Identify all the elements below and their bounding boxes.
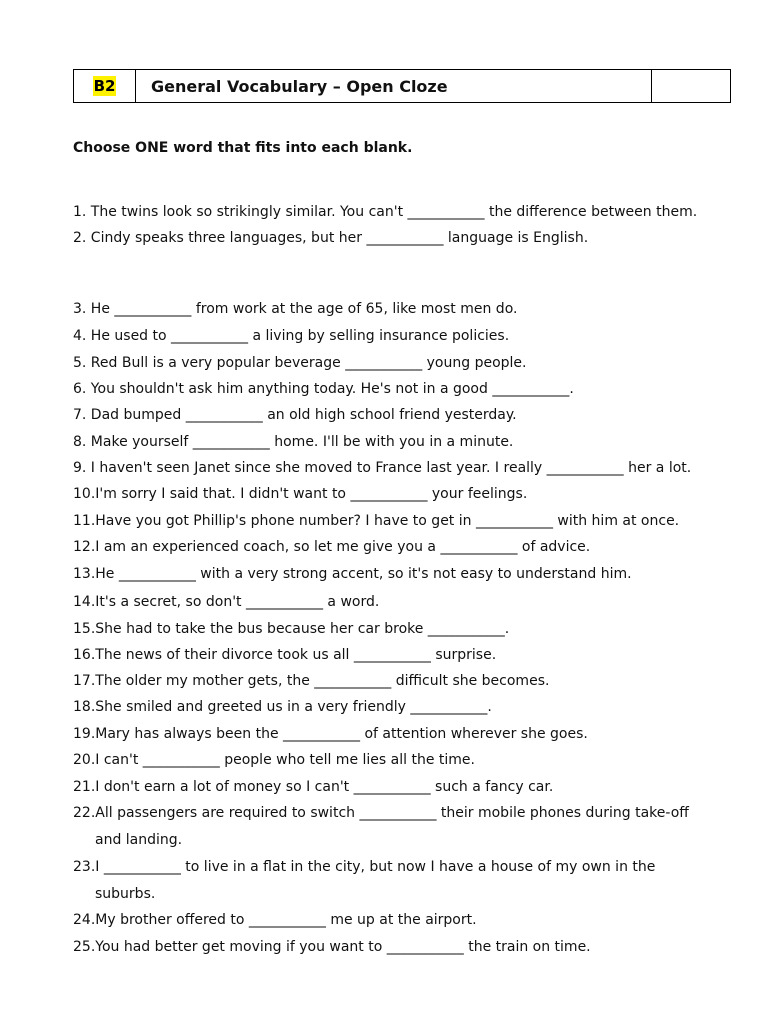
question-number: 2. (73, 230, 87, 246)
level-badge: B2 (93, 77, 116, 95)
question-number: 3. (73, 301, 87, 317)
question-item (73, 694, 492, 720)
question-number: 7. (73, 407, 87, 423)
question-item (73, 642, 496, 668)
question-item (73, 747, 475, 773)
question-number: 18. (73, 699, 96, 715)
question-item (73, 199, 697, 225)
question-text: I'm sorry I said that. I didn't want to ___________ your feelings. (95, 486, 528, 502)
question-text: The older my mother gets, the ___________ difficult she becomes. (95, 673, 550, 689)
question-item (73, 907, 477, 933)
question-number: 14. (73, 594, 96, 610)
question-text: He used to ___________ a living by selling insurance policies. (86, 328, 510, 344)
question-number: 19. (73, 726, 96, 742)
question-item (73, 721, 588, 747)
question-item (73, 429, 513, 455)
question-text: Make yourself ___________ home. I'll be with you in a minute. (86, 434, 514, 450)
instructions: Choose ONE word that fits into each blank. (73, 140, 413, 156)
question-item (73, 376, 574, 402)
question-text: You had better get moving if you want to ___________ the train on time. (95, 939, 591, 955)
question-number: 23. (73, 859, 96, 875)
title-cell (136, 70, 652, 102)
question-text: I don't earn a lot of money so I can't ___________ such a fancy car. (95, 779, 554, 795)
question-item (73, 774, 553, 800)
question-item (73, 323, 509, 349)
question-item (73, 455, 691, 481)
question-item (73, 616, 509, 642)
question-item (73, 668, 549, 694)
question-text: I can't ___________ people who tell me lies all the time. (95, 752, 475, 768)
question-item (73, 561, 632, 587)
question-text: She had to take the bus because her car broke ___________. (95, 621, 510, 637)
question-continuation: and landing. (95, 832, 183, 848)
question-item (73, 534, 590, 560)
level-cell (74, 70, 136, 102)
question-text: I ___________ to live in a flat in the city, but now I have a house of my own in the (95, 859, 656, 875)
question-number: 25. (73, 939, 96, 955)
question-text: I haven't seen Janet since she moved to France last year. I really ___________ her a lot. (86, 460, 692, 476)
question-text: Dad bumped ___________ an old high school friend yesterday. (86, 407, 517, 423)
question-text: The twins look so strikingly similar. You can't ___________ the difference between them. (86, 204, 698, 220)
question-number: 15. (73, 621, 96, 637)
question-number: 17. (73, 673, 96, 689)
empty-cell (652, 70, 730, 102)
worksheet-title: General Vocabulary – Open Cloze (151, 76, 448, 96)
question-item (73, 402, 517, 428)
question-number: 4. (73, 328, 87, 344)
question-number: 10. (73, 486, 96, 502)
question-item (73, 934, 591, 960)
question-text: Mary has always been the ___________ of attention wherever she goes. (95, 726, 588, 742)
question-item (73, 481, 527, 507)
question-number: 11. (73, 513, 96, 529)
question-number: 12. (73, 539, 96, 555)
question-item (73, 225, 588, 251)
question-item (73, 296, 517, 322)
question-text: She smiled and greeted us in a very friendly ___________. (95, 699, 492, 715)
question-item (73, 854, 655, 880)
question-text: I am an experienced coach, so let me give you a ___________ of advice. (95, 539, 591, 555)
question-text: Red Bull is a very popular beverage ___________ young people. (86, 355, 527, 371)
question-item (73, 350, 526, 376)
question-number: 9. (73, 460, 87, 476)
question-text: He ___________ from work at the age of 65, like most men do. (86, 301, 518, 317)
worksheet-header-table (73, 69, 731, 103)
question-number: 21. (73, 779, 96, 795)
question-text: It's a secret, so don't ___________ a word. (95, 594, 380, 610)
question-number: 13. (73, 566, 96, 582)
question-text: All passengers are required to switch ___________ their mobile phones during take-off (95, 805, 689, 821)
question-text: Cindy speaks three languages, but her ___________ language is English. (86, 230, 589, 246)
question-number: 5. (73, 355, 87, 371)
question-text: The news of their divorce took us all ___________ surprise. (95, 647, 497, 663)
question-text: You shouldn't ask him anything today. He's not in a good ___________. (86, 381, 574, 397)
question-number: 8. (73, 434, 87, 450)
question-number: 16. (73, 647, 96, 663)
question-number: 20. (73, 752, 96, 768)
question-text: My brother offered to ___________ me up at the airport. (95, 912, 477, 928)
question-number: 1. (73, 204, 87, 220)
question-text: He ___________ with a very strong accent, so it's not easy to understand him. (95, 566, 632, 582)
question-item (73, 508, 679, 534)
question-continuation: suburbs. (95, 886, 156, 902)
question-item (73, 800, 689, 826)
question-number: 24. (73, 912, 96, 928)
question-text: Have you got Phillip's phone number? I have to get in ___________ with him at once. (95, 513, 680, 529)
question-number: 22. (73, 805, 96, 821)
question-item (73, 589, 379, 615)
question-number: 6. (73, 381, 87, 397)
